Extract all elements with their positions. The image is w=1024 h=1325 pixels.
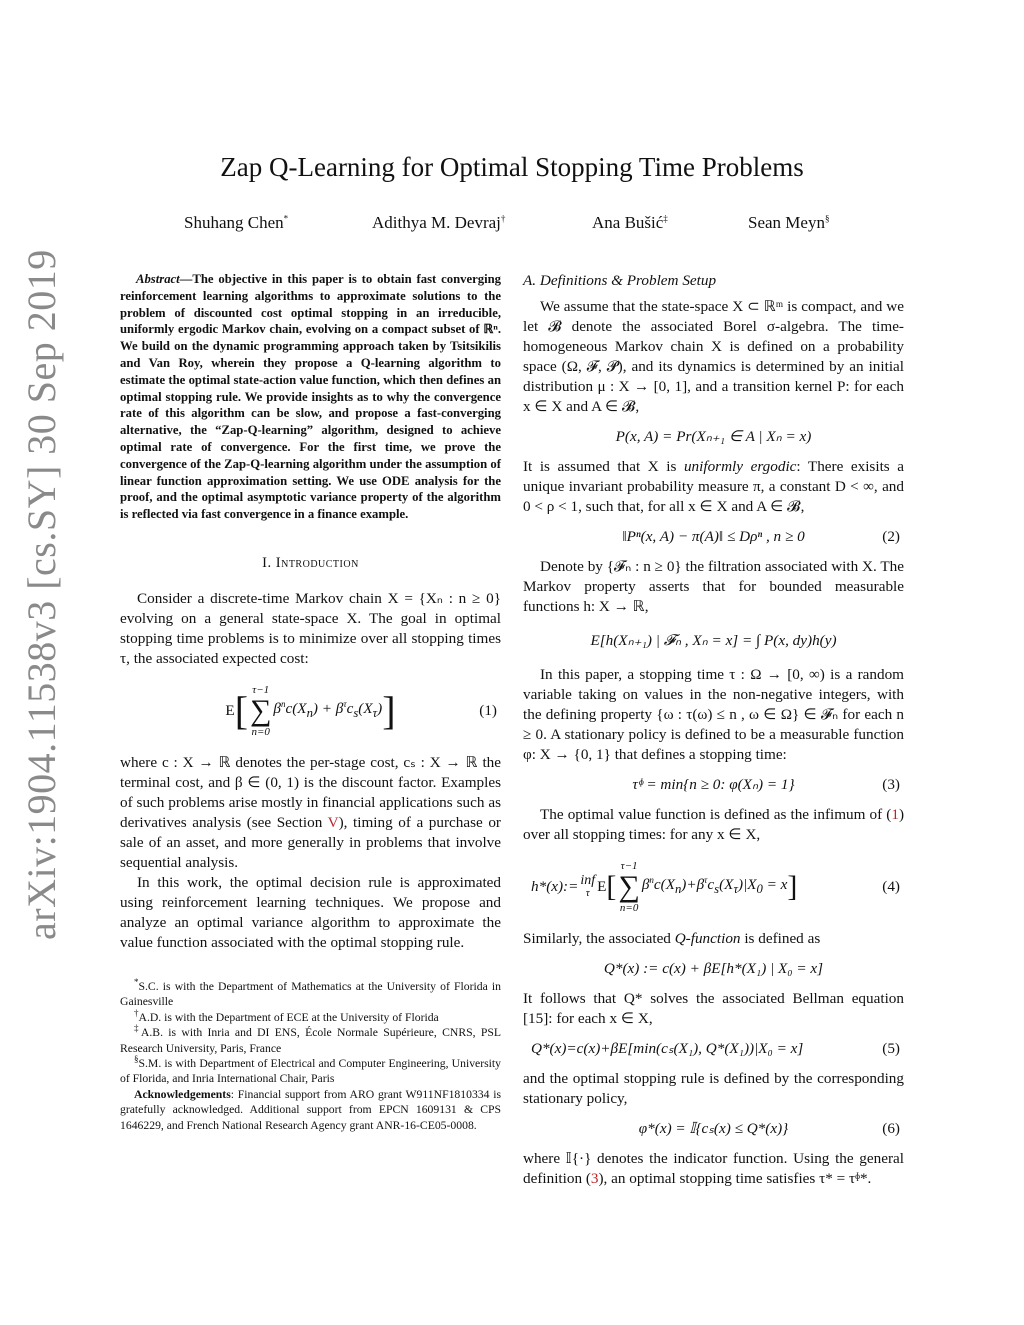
equation-2: ‖Pⁿ(x, A) − π(A)‖ ≤ Dρⁿ , n ≥ 0 (2): [622, 528, 900, 545]
left-column: [120, 271, 501, 1133]
paragraph: It is assumed that X is uniformly ergodic: There exisits a unique invariant probability measure π, a constant D < ∞, and 0 < ρ < 1, such that, for all x ∈ X and A ∈ 𝓑,: [523, 458, 904, 515]
paragraph: Similarly, the associated Q-function is defined as: [523, 930, 821, 947]
equation-markov: E[h(Xₙ₊₁) | 𝓕ₙ , Xₙ = x] = ∫ P(x, dy)h(y): [590, 632, 837, 649]
author: Sean Meyn§: [748, 213, 830, 232]
equation-q: Q*(x) := c(x) + βE[h*(X₁) | X₀ = x]: [603, 960, 824, 977]
paper-title: Zap Q-Learning for Optimal Stopping Time Problems: [220, 152, 804, 182]
footnote: †A.D. is with the Department of ECE at the University of Florida: [134, 1007, 439, 1024]
paragraph: In this work, the optimal decision rule is approximated using reinforcement learning techniques. We propose and analyze an optimal variance algorithm to approximate the value function associated with the optimal stopping rule.: [120, 873, 501, 951]
section-link[interactable]: V: [327, 813, 339, 831]
paragraph: It follows that Q* solves the associated Bellman equation [15]: for each x ∈ X,: [523, 990, 904, 1027]
footnote: *S.C. is with the Department of Mathematics at the University of Florida in Gainesville: [120, 977, 501, 1009]
equation-link[interactable]: 1: [891, 806, 899, 823]
paragraph: and the optimal stopping rule is defined by the corresponding stationary policy,: [523, 1070, 904, 1107]
paragraph: The optimal value function is defined as the infimum of (1) over all stopping times: for any x ∈ X,: [523, 806, 904, 843]
equation-1: E [ τ−1 ∑ n=0 $\beta^nc(X_n) + \beta^\tau c_s(X_\tau)$ ] (1): [225, 683, 497, 738]
acknowledgements: Acknowledgements: Financial support from ARO grant W911NF1810334 is gratefully acknowledged. Additional support from EPCN 1609131 & CPS 1646229, and French National Research Agency grant ANR-16-CE05-0008.: [120, 1087, 501, 1132]
equation-3: τᶲ = min{n ≥ 0: φ(Xₙ) = 1} (3): [632, 776, 900, 793]
author: Shuhang Chen*: [184, 213, 289, 232]
equation-6: φ*(x) = 𝕀{cₛ(x) ≤ Q*(x)} (6): [638, 1120, 900, 1137]
author: Adithya M. Devraj†: [372, 213, 506, 232]
paragraph: where c : X → ℝ denotes the per-stage cost, cₛ : X → ℝ the terminal cost, and β ∈ (0, 1) is the discount factor. Examples of such problems arise mostly in financial applications such as derivatives analysis (see Section V), timing of a purchase or sale of an asset, and more generally in problems that involve sequential analysis.: [120, 753, 501, 871]
equation-kernel: P(x, A) = Pr(Xₙ₊₁ ∈ A | Xₙ = x): [615, 428, 812, 445]
right-column: [523, 271, 904, 1189]
footnotes: [120, 979, 501, 1133]
paragraph: where 𝕀{·} denotes the indicator function. Using the general definition (3), an optimal stopping time satisfies τ* = τᶲ*.: [523, 1150, 904, 1187]
footnote: ‡A.B. is with Inria and DI ENS, École Normale Supérieure, CNRS, PSL Research University, Paris, France: [120, 1023, 502, 1055]
footnote: §S.M. is with Department of Electrical and Computer Engineering, University of Florida, and Inria International Chair, Paris: [120, 1054, 501, 1086]
equation-5: Q*(x)=c(x)+βE[min(cₛ(X₁), Q*(X₁))|X₀ = x] (5): [531, 1040, 900, 1057]
section-heading: I. Introduction: [262, 554, 359, 571]
abstract: Abstract—The objective in this paper is to obtain fast converging reinforcement learning algorithms to approximate solutions to the problem of discounted cost optimal stopping in an irreducible, uniformly ergodic Markov chain, evolving on a compact subset of ℝⁿ. We build on the dynamic programming approach taken by Tsitsikilis and Van Roy, wherein they propose a Q-learning algorithm to estimate the optimal state-action value function, which then defines an optimal stopping rule. We provide insights as to why the convergence rate of this algorithm can be slow, and propose a fast-converging alternative, the “Zap-Q-learning” algorithm, designed to achieve optimal rate of convergence. For the first time, we prove the convergence of the Zap-Q-learning algorithm under the assumption of linear function approximation setting. We use ODE analysis for the proof, and the optimal asymptotic variance property of the algorithm is reflected via fast convergence in a finance example.: [120, 272, 501, 522]
paragraph: Denote by {𝓕ₙ : n ≥ 0} the filtration associated with X. The Markov property asserts that for bounded measurable functions h: X → ℝ,: [523, 558, 904, 615]
author: Ana Bušić‡: [592, 213, 668, 232]
equation-4: h*(x):= inf τ E [ τ−1 ∑ n=0 $\beta^nc(X_n)+\beta^\tau c_s(X_\tau)|X_0 = x$ ] (4): [531, 860, 900, 914]
paragraph: Consider a discrete-time Markov chain X = {Xₙ : n ≥ 0} evolving on a general state-space X. The goal in optimal stopping time problems is to minimize over all stopping times τ, the associated expected cost:: [120, 589, 501, 667]
paragraph: In this paper, a stopping time τ : Ω → [0, ∞) is a random variable taking on values in the non-negative integers, with the defining property {ω : τ(ω) ≤ n , ω ∈ Ω} ∈ 𝓕ₙ for each n ≥ 0. A stationary policy is defined to be a measurable function φ: X → {0, 1} that defines a stopping time:: [523, 666, 904, 763]
paragraph: We assume that the state-space X ⊂ ℝᵐ is compact, and we let 𝓑 denote the associated Borel σ-algebra. The time-homogeneous Markov chain X is defined on a probability space (Ω, 𝓕, 𝓟), and its dynamics is determined by an initial distribution μ : X → [0, 1], and a transition kernel P: for each x ∈ X and A ∈ 𝓑,: [523, 298, 904, 415]
subsection-heading: A. Definitions & Problem Setup: [523, 272, 717, 289]
equation-link[interactable]: 3: [590, 1170, 599, 1187]
arxiv-identifier: arXiv:1904.11538v3 [cs.SY] 30 Sep 2019: [19, 249, 64, 940]
